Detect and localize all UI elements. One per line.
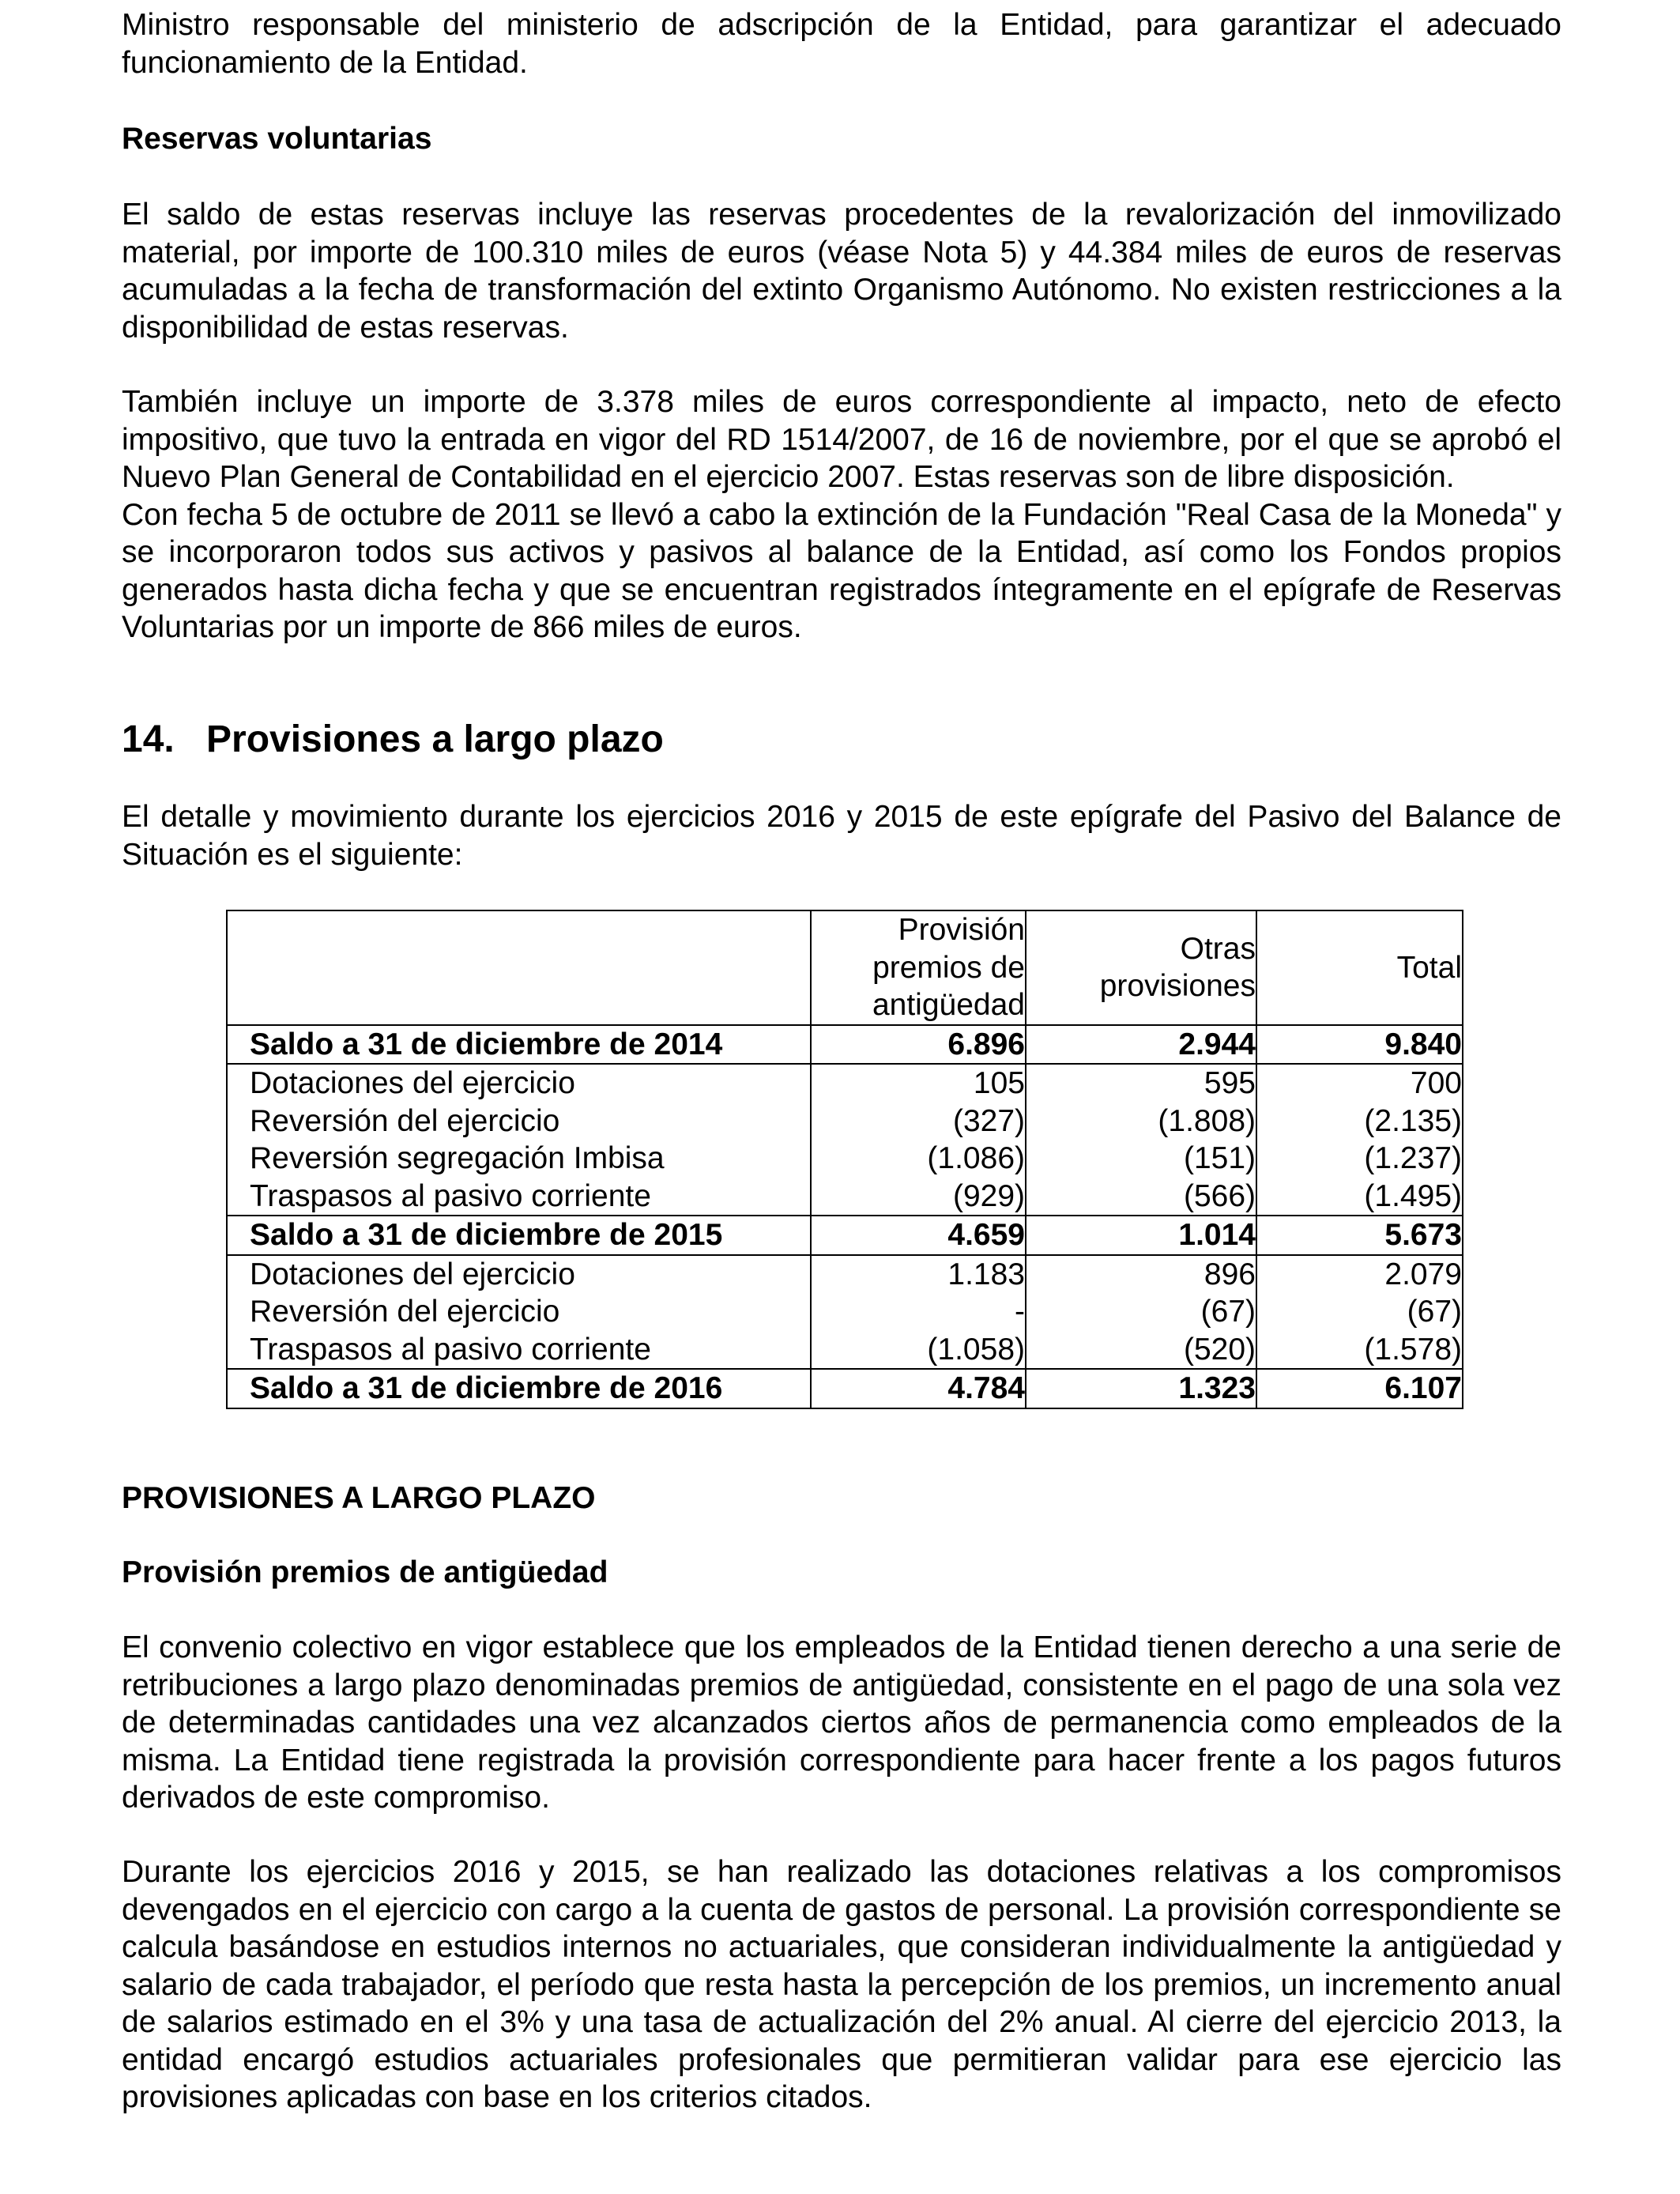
table-row xyxy=(227,1064,1463,1103)
table-row xyxy=(227,1025,1463,1065)
row-value: 595 xyxy=(1026,1064,1256,1103)
row-value: (67) xyxy=(1026,1293,1256,1331)
row-label: Saldo a 31 de diciembre de 2016 xyxy=(227,1369,811,1408)
row-label: Dotaciones del ejercicio xyxy=(227,1064,811,1103)
table-row xyxy=(227,1216,1463,1255)
table-header-cell: Total xyxy=(1256,910,1463,1025)
row-value: (1.237) xyxy=(1256,1140,1463,1178)
table-row xyxy=(227,1140,1463,1178)
provisions-table xyxy=(226,910,1463,1409)
reservas-heading: Reservas voluntarias xyxy=(122,122,432,156)
section-number: 14. xyxy=(122,718,175,760)
row-value: - xyxy=(811,1293,1026,1331)
row-value: 105 xyxy=(811,1064,1026,1103)
premios-subheading: Provisión premios de antigüedad xyxy=(122,1555,608,1589)
table-header-cell xyxy=(227,910,811,1025)
row-value: (1.058) xyxy=(811,1331,1026,1370)
row-value: 2.944 xyxy=(1026,1025,1256,1065)
table-row xyxy=(227,1331,1463,1370)
row-value: 1.014 xyxy=(1026,1216,1256,1255)
table-header-cell: Otras provisiones xyxy=(1026,910,1256,1025)
section-heading xyxy=(122,718,664,762)
row-label: Traspasos al pasivo corriente xyxy=(227,1331,811,1370)
table-row xyxy=(227,1369,1463,1408)
row-value: (929) xyxy=(811,1178,1026,1216)
row-label: Saldo a 31 de diciembre de 2014 xyxy=(227,1025,811,1065)
row-value: 9.840 xyxy=(1256,1025,1463,1065)
row-label: Saldo a 31 de diciembre de 2015 xyxy=(227,1216,811,1255)
section-title: Provisiones a largo plazo xyxy=(206,718,664,760)
reservas-paragraph-3: Con fecha 5 de octubre de 2011 se llevó a cabo la extinción de la Fundación "Real Casa de la Moneda" y se incorporaron todos sus activos y pasivos al balance de la Entidad, así como los Fondos propios generados hasta dicha fecha y que se encuentran registrados íntegramente en el epígrafe de Reservas Voluntarias por un importe de 866 miles de euros. xyxy=(122,497,1561,644)
reservas-paragraph-1: El saldo de estas reservas incluye las reservas procedentes de la revalorización del inmovilizado material, por importe de 100.310 miles de euros (véase Nota 5) y 44.384 miles de euros de reservas acumuladas a la fecha de transformación del extinto Organismo Autónomo. No existen restricciones a la disponibilidad de estas reservas. xyxy=(122,198,1561,345)
reservas-paragraph-group xyxy=(122,383,1561,647)
row-value: 2.079 xyxy=(1256,1255,1463,1294)
row-value: (520) xyxy=(1026,1331,1256,1370)
row-value: (2.135) xyxy=(1256,1103,1463,1140)
row-value: 896 xyxy=(1026,1255,1256,1294)
row-label: Traspasos al pasivo corriente xyxy=(227,1178,811,1216)
row-value: (151) xyxy=(1026,1140,1256,1178)
row-label: Reversión del ejercicio xyxy=(227,1293,811,1331)
row-value: (327) xyxy=(811,1103,1026,1140)
table-row xyxy=(227,1255,1463,1294)
row-value: 1.183 xyxy=(811,1255,1026,1294)
row-value: (566) xyxy=(1026,1178,1256,1216)
section-intro-paragraph: El detalle y movimiento durante los ejercicios 2016 y 2015 de este epígrafe del Pasivo del Balance de Situación es el siguiente: xyxy=(122,800,1561,872)
table-row xyxy=(227,1103,1463,1140)
row-value: (67) xyxy=(1256,1293,1463,1331)
row-value: 700 xyxy=(1256,1064,1463,1103)
table-header-row xyxy=(227,910,1463,1025)
table-row xyxy=(227,1178,1463,1216)
row-value: 6.107 xyxy=(1256,1369,1463,1408)
row-label: Reversión del ejercicio xyxy=(227,1103,811,1140)
provisiones-heading: PROVISIONES A LARGO PLAZO xyxy=(122,1481,596,1515)
row-value: 4.784 xyxy=(811,1369,1026,1408)
row-value: 6.896 xyxy=(811,1025,1026,1065)
reservas-paragraph-2: También incluye un importe de 3.378 miles de euros correspondiente al impacto, neto de efecto impositivo, que tuvo la entrada en vigor del RD 1514/2007, de 16 de noviembre, por el que se aprobó el Nuevo Plan General de Contabilidad en el ejercicio 2007. Estas reservas son de libre disposición. xyxy=(122,385,1561,494)
row-value: (1.086) xyxy=(811,1140,1026,1178)
premios-paragraph-1: El convenio colectivo en vigor establece que los empleados de la Entidad tienen derecho a una serie de retribuciones a largo plazo denominadas premios de antigüedad, consistente en el pago de una sola vez de determinadas cantidades una vez alcanzados ciertos años de permanencia como empleados de la misma. La Entidad tiene registrada la provisión correspondiente para hacer frente a los pagos futuros derivados de este compromiso. xyxy=(122,1630,1561,1815)
row-value: 5.673 xyxy=(1256,1216,1463,1255)
premios-paragraph-2: Durante los ejercicios 2016 y 2015, se han realizado las dotaciones relativas a los compromisos devengados en el ejercicio con cargo a la cuenta de gastos de personal. La provisión correspondiente se calcula basándose en estudios internos no actuariales, que consideran individualmente la antigüedad y salario de cada trabajador, el período que resta hasta la percepción de los premios, un incremento anual de salarios estimado en el 3% y una tasa de actualización del 2% anual. Al cierre del ejercicio 2013, la entidad encargó estudios actuariales profesionales que permitieran validar para ese ejercicio las provisiones aplicadas con base en los criterios citados. xyxy=(122,1855,1561,2114)
row-value: (1.578) xyxy=(1256,1331,1463,1370)
row-label: Dotaciones del ejercicio xyxy=(227,1255,811,1294)
table-header-cell: Provisión premios de antigüedad xyxy=(811,910,1026,1025)
table-row xyxy=(227,1293,1463,1331)
row-label: Reversión segregación Imbisa xyxy=(227,1140,811,1178)
row-value: (1.495) xyxy=(1256,1178,1463,1216)
row-value: 4.659 xyxy=(811,1216,1026,1255)
intro-paragraph: Ministro responsable del ministerio de adscripción de la Entidad, para garantizar el adecuado funcionamiento de la Entidad. xyxy=(122,8,1561,80)
row-value: 1.323 xyxy=(1026,1369,1256,1408)
table-body xyxy=(227,1025,1463,1408)
row-value: (1.808) xyxy=(1026,1103,1256,1140)
